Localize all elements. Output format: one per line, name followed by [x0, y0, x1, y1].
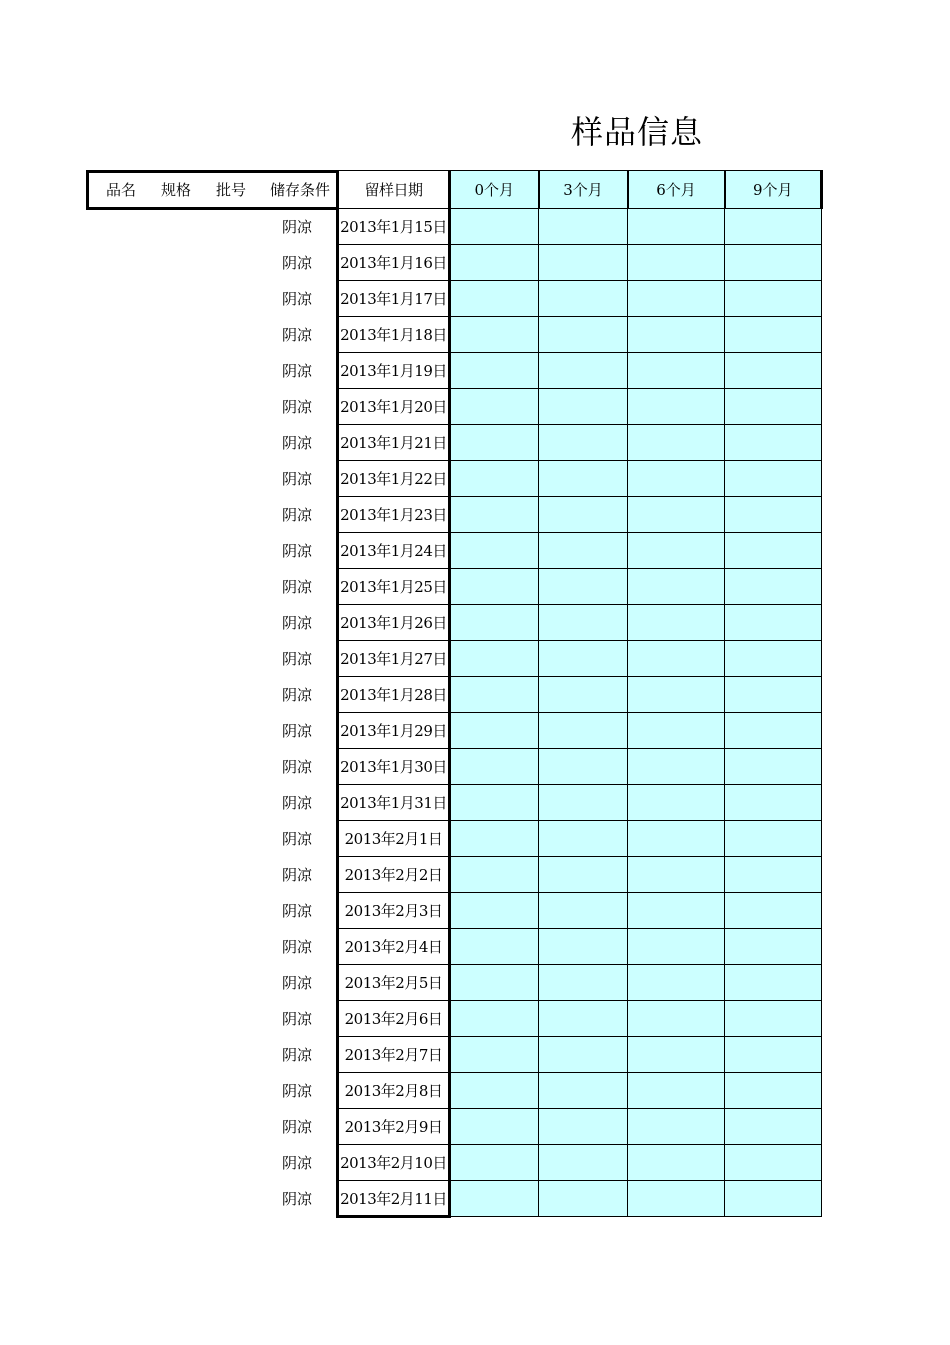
month-9-cell[interactable]	[725, 1037, 822, 1073]
storage-condition: 阴凉	[282, 1010, 313, 1028]
month-9-cell[interactable]	[725, 1073, 822, 1109]
month-3-cell[interactable]	[539, 281, 628, 317]
sample-date-cell: 2013年2月10日	[338, 1145, 450, 1181]
sample-date-cell: 2013年1月24日	[338, 533, 450, 569]
table-row	[338, 929, 822, 965]
month-9-cell[interactable]	[725, 209, 822, 245]
month-0-cell[interactable]	[450, 1181, 539, 1217]
month-3-cell[interactable]	[539, 209, 628, 245]
month-6-cell[interactable]	[628, 1181, 725, 1217]
header-month-6: 6个月	[628, 171, 725, 209]
header-left-block	[86, 170, 339, 210]
month-9-cell[interactable]	[725, 353, 822, 389]
month-6-cell[interactable]	[628, 1109, 725, 1145]
month-6-cell[interactable]	[628, 785, 725, 821]
month-6-cell[interactable]	[628, 497, 725, 533]
month-3-cell[interactable]	[539, 965, 628, 1001]
table-row	[338, 605, 822, 641]
storage-condition: 阴凉	[282, 218, 313, 236]
table-row	[338, 245, 822, 281]
sample-date-cell: 2013年1月17日	[338, 281, 450, 317]
storage-condition: 阴凉	[282, 866, 313, 884]
month-0-cell[interactable]	[450, 461, 539, 497]
month-9-cell[interactable]	[725, 1181, 822, 1217]
table-row	[338, 677, 822, 713]
month-9-cell[interactable]	[725, 965, 822, 1001]
month-6-cell[interactable]	[628, 605, 725, 641]
month-3-cell[interactable]	[539, 857, 628, 893]
month-6-cell[interactable]	[628, 713, 725, 749]
month-9-cell[interactable]	[725, 281, 822, 317]
month-9-cell[interactable]	[725, 605, 822, 641]
month-0-cell[interactable]	[450, 893, 539, 929]
month-3-cell[interactable]	[539, 317, 628, 353]
month-3-cell[interactable]	[539, 749, 628, 785]
month-0-cell[interactable]	[450, 641, 539, 677]
month-9-cell[interactable]	[725, 929, 822, 965]
month-0-cell[interactable]	[450, 713, 539, 749]
sample-date-cell: 2013年1月19日	[338, 353, 450, 389]
month-0-cell[interactable]	[450, 425, 539, 461]
table-row	[338, 569, 822, 605]
month-0-cell[interactable]	[450, 785, 539, 821]
month-6-cell[interactable]	[628, 965, 725, 1001]
month-3-cell[interactable]	[539, 713, 628, 749]
sample-date-cell: 2013年1月31日	[338, 785, 450, 821]
month-3-cell[interactable]	[539, 893, 628, 929]
month-0-cell[interactable]	[450, 389, 539, 425]
month-3-cell[interactable]	[539, 1073, 628, 1109]
month-0-cell[interactable]	[450, 533, 539, 569]
sample-table	[336, 170, 823, 1218]
table-row	[338, 1109, 822, 1145]
table-row	[338, 641, 822, 677]
month-6-cell[interactable]	[628, 821, 725, 857]
header-month-0: 0个月	[450, 171, 539, 209]
month-3-cell[interactable]	[539, 1145, 628, 1181]
table-row	[338, 1145, 822, 1181]
month-0-cell[interactable]	[450, 281, 539, 317]
month-0-cell[interactable]	[450, 749, 539, 785]
sample-date-cell: 2013年1月16日	[338, 245, 450, 281]
sample-date-cell: 2013年2月2日	[338, 857, 450, 893]
month-9-cell[interactable]	[725, 785, 822, 821]
month-0-cell[interactable]	[450, 1073, 539, 1109]
month-3-cell[interactable]	[539, 425, 628, 461]
table-row	[338, 1037, 822, 1073]
sample-date-cell: 2013年1月22日	[338, 461, 450, 497]
table-row	[338, 749, 822, 785]
sample-date-cell: 2013年2月11日	[338, 1181, 450, 1217]
storage-condition: 阴凉	[282, 542, 313, 560]
month-9-cell[interactable]	[725, 749, 822, 785]
storage-condition: 阴凉	[282, 506, 313, 524]
month-3-cell[interactable]	[539, 245, 628, 281]
month-6-cell[interactable]	[628, 425, 725, 461]
sample-date-cell: 2013年1月21日	[338, 425, 450, 461]
month-0-cell[interactable]	[450, 677, 539, 713]
month-6-cell[interactable]	[628, 1145, 725, 1181]
month-0-cell[interactable]	[450, 497, 539, 533]
month-9-cell[interactable]	[725, 389, 822, 425]
month-9-cell[interactable]	[725, 245, 822, 281]
month-9-cell[interactable]	[725, 317, 822, 353]
month-3-cell[interactable]	[539, 821, 628, 857]
month-0-cell[interactable]	[450, 1109, 539, 1145]
header-batch: 批号	[216, 181, 247, 199]
month-6-cell[interactable]	[628, 389, 725, 425]
month-0-cell[interactable]	[450, 1145, 539, 1181]
page-title: 样品信息	[571, 113, 704, 151]
month-0-cell[interactable]	[450, 209, 539, 245]
sample-date-cell: 2013年1月29日	[338, 713, 450, 749]
storage-condition: 阴凉	[282, 794, 313, 812]
month-3-cell[interactable]	[539, 389, 628, 425]
month-9-cell[interactable]	[725, 1109, 822, 1145]
storage-condition: 阴凉	[282, 758, 313, 776]
month-6-cell[interactable]	[628, 749, 725, 785]
month-0-cell[interactable]	[450, 605, 539, 641]
sample-date-cell: 2013年1月30日	[338, 749, 450, 785]
storage-condition: 阴凉	[282, 1082, 313, 1100]
storage-condition: 阴凉	[282, 722, 313, 740]
header-spec: 规格	[161, 181, 192, 199]
sample-date-cell: 2013年2月1日	[338, 821, 450, 857]
month-0-cell[interactable]	[450, 569, 539, 605]
storage-condition: 阴凉	[282, 326, 313, 344]
month-3-cell[interactable]	[539, 677, 628, 713]
month-0-cell[interactable]	[450, 353, 539, 389]
sample-date-cell: 2013年2月6日	[338, 1001, 450, 1037]
sample-date-cell: 2013年2月4日	[338, 929, 450, 965]
month-3-cell[interactable]	[539, 497, 628, 533]
header-storage: 储存条件	[270, 181, 331, 199]
header-month-9: 9个月	[725, 171, 822, 209]
table-row	[338, 821, 822, 857]
sample-date-cell: 2013年1月26日	[338, 605, 450, 641]
sample-date-cell: 2013年1月28日	[338, 677, 450, 713]
header-month-3: 3个月	[539, 171, 628, 209]
sample-date-cell: 2013年2月5日	[338, 965, 450, 1001]
sample-date-cell: 2013年1月18日	[338, 317, 450, 353]
month-3-cell[interactable]	[539, 461, 628, 497]
month-3-cell[interactable]	[539, 785, 628, 821]
sample-date-cell: 2013年2月3日	[338, 893, 450, 929]
table-row	[338, 497, 822, 533]
month-3-cell[interactable]	[539, 641, 628, 677]
month-3-cell[interactable]	[539, 929, 628, 965]
storage-condition: 阴凉	[282, 398, 313, 416]
table-row	[338, 965, 822, 1001]
month-0-cell[interactable]	[450, 821, 539, 857]
table-row	[338, 317, 822, 353]
month-6-cell[interactable]	[628, 641, 725, 677]
header-date: 留样日期	[338, 171, 450, 209]
month-0-cell[interactable]	[450, 965, 539, 1001]
month-9-cell[interactable]	[725, 1145, 822, 1181]
sample-date-cell: 2013年1月20日	[338, 389, 450, 425]
storage-condition: 阴凉	[282, 578, 313, 596]
month-6-cell[interactable]	[628, 1073, 725, 1109]
month-9-cell[interactable]	[725, 497, 822, 533]
sample-date-cell: 2013年2月8日	[338, 1073, 450, 1109]
month-0-cell[interactable]	[450, 857, 539, 893]
month-9-cell[interactable]	[725, 1001, 822, 1037]
table-row	[338, 209, 822, 245]
month-6-cell[interactable]	[628, 1037, 725, 1073]
month-6-cell[interactable]	[628, 209, 725, 245]
month-6-cell[interactable]	[628, 317, 725, 353]
month-9-cell[interactable]	[725, 821, 822, 857]
month-3-cell[interactable]	[539, 1037, 628, 1073]
table-row	[338, 785, 822, 821]
storage-condition: 阴凉	[282, 614, 313, 632]
month-6-cell[interactable]	[628, 893, 725, 929]
table-row	[338, 857, 822, 893]
month-3-cell[interactable]	[539, 353, 628, 389]
sample-date-cell: 2013年1月15日	[338, 209, 450, 245]
table-row	[338, 425, 822, 461]
month-0-cell[interactable]	[450, 317, 539, 353]
month-3-cell[interactable]	[539, 1109, 628, 1145]
sample-date-cell: 2013年1月25日	[338, 569, 450, 605]
month-0-cell[interactable]	[450, 245, 539, 281]
month-6-cell[interactable]	[628, 929, 725, 965]
month-6-cell[interactable]	[628, 353, 725, 389]
month-9-cell[interactable]	[725, 677, 822, 713]
header-row	[338, 171, 822, 209]
month-9-cell[interactable]	[725, 569, 822, 605]
table-row	[338, 461, 822, 497]
sample-date-cell: 2013年2月9日	[338, 1109, 450, 1145]
month-6-cell[interactable]	[628, 1001, 725, 1037]
sample-date-cell: 2013年1月23日	[338, 497, 450, 533]
storage-condition: 阴凉	[282, 1118, 313, 1136]
month-6-cell[interactable]	[628, 569, 725, 605]
month-6-cell[interactable]	[628, 857, 725, 893]
storage-condition: 阴凉	[282, 290, 313, 308]
table-row	[338, 533, 822, 569]
month-0-cell[interactable]	[450, 1037, 539, 1073]
month-3-cell[interactable]	[539, 1001, 628, 1037]
table-body	[338, 209, 822, 1217]
storage-condition: 阴凉	[282, 902, 313, 920]
table-row	[338, 1001, 822, 1037]
table-row	[338, 1073, 822, 1109]
month-9-cell[interactable]	[725, 857, 822, 893]
storage-condition: 阴凉	[282, 434, 313, 452]
sample-date-cell: 2013年1月27日	[338, 641, 450, 677]
storage-condition: 阴凉	[282, 254, 313, 272]
table-row	[338, 1181, 822, 1217]
storage-condition: 阴凉	[282, 1190, 313, 1208]
storage-condition: 阴凉	[282, 470, 313, 488]
storage-condition: 阴凉	[282, 1154, 313, 1172]
header-name: 品名	[106, 181, 137, 199]
month-6-cell[interactable]	[628, 245, 725, 281]
storage-condition: 阴凉	[282, 830, 313, 848]
table-row	[338, 353, 822, 389]
month-3-cell[interactable]	[539, 533, 628, 569]
storage-condition: 阴凉	[282, 1046, 313, 1064]
month-9-cell[interactable]	[725, 533, 822, 569]
month-0-cell[interactable]	[450, 929, 539, 965]
month-3-cell[interactable]	[539, 1181, 628, 1217]
table-row	[338, 389, 822, 425]
table-row	[338, 893, 822, 929]
month-6-cell[interactable]	[628, 677, 725, 713]
month-6-cell[interactable]	[628, 281, 725, 317]
month-9-cell[interactable]	[725, 893, 822, 929]
sample-date-cell: 2013年2月7日	[338, 1037, 450, 1073]
month-6-cell[interactable]	[628, 461, 725, 497]
month-3-cell[interactable]	[539, 605, 628, 641]
month-9-cell[interactable]	[725, 461, 822, 497]
storage-condition: 阴凉	[282, 938, 313, 956]
month-0-cell[interactable]	[450, 1001, 539, 1037]
month-9-cell[interactable]	[725, 425, 822, 461]
table-row	[338, 713, 822, 749]
storage-condition: 阴凉	[282, 650, 313, 668]
month-9-cell[interactable]	[725, 713, 822, 749]
storage-condition: 阴凉	[282, 974, 313, 992]
storage-condition: 阴凉	[282, 686, 313, 704]
month-6-cell[interactable]	[628, 533, 725, 569]
month-9-cell[interactable]	[725, 641, 822, 677]
storage-condition: 阴凉	[282, 362, 313, 380]
table-row	[338, 281, 822, 317]
month-3-cell[interactable]	[539, 569, 628, 605]
